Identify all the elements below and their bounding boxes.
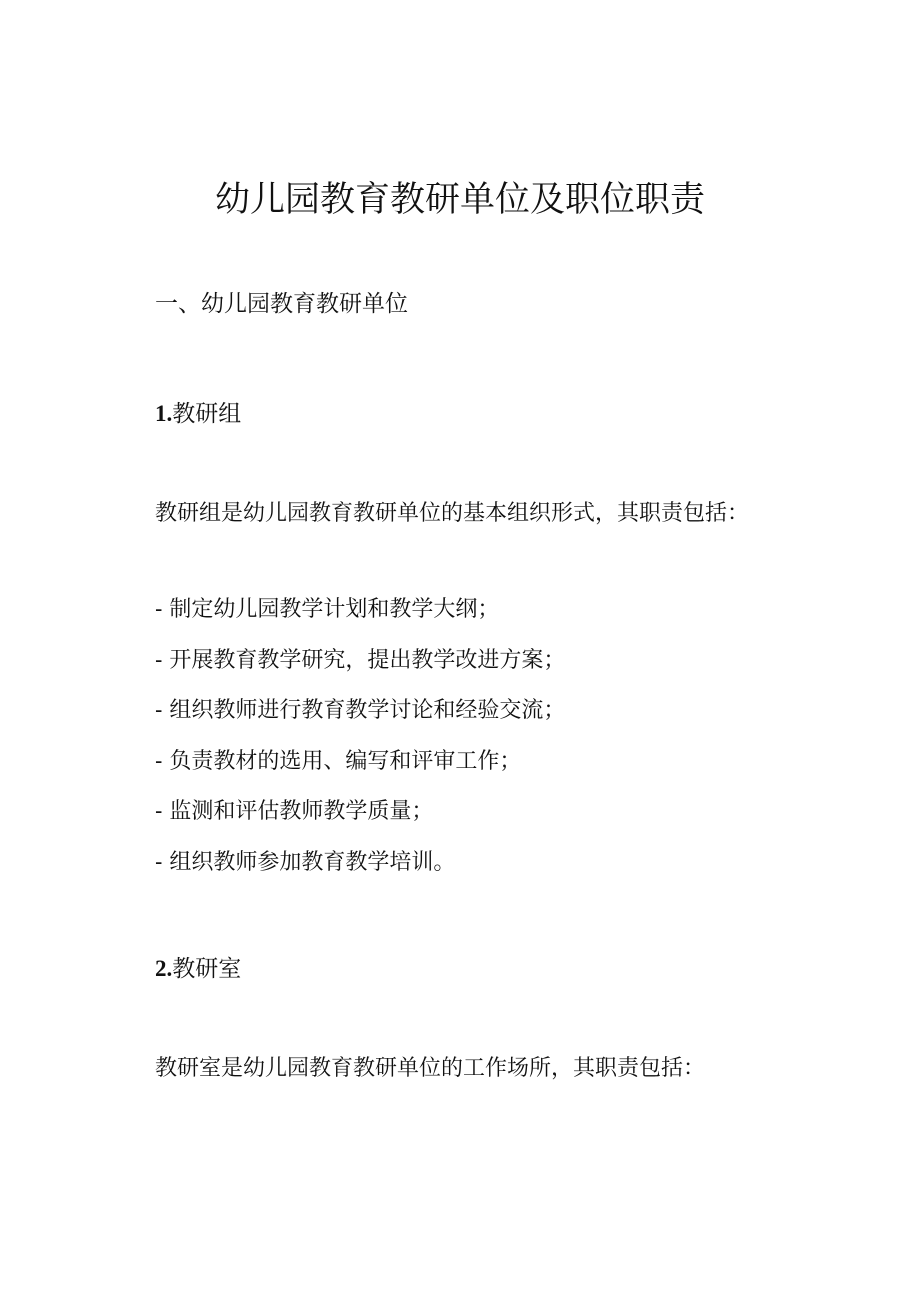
duty-item: - 开展教育教学研究，提出教学改进方案；	[155, 647, 566, 673]
duty-item: - 制定幼儿园教学计划和教学大纲；	[155, 597, 500, 622]
duty-item: - 负责教材的选用、编写和评审工作；	[155, 748, 522, 774]
subsection-title: 教研室	[172, 956, 242, 982]
section-heading: 一、幼儿园教育教研单位	[155, 291, 408, 317]
teaching-group-intro: 教研组是幼儿园教育教研单位的基本组织形式，其职责包括：	[155, 501, 750, 526]
document-title: 幼儿园教育教研单位及职位职责	[214, 180, 705, 220]
subsection-heading-teaching-office	[155, 953, 241, 985]
subsection-title: 教研组	[172, 401, 242, 427]
subsection-number: 2.	[155, 956, 173, 981]
teaching-group-duties-list	[155, 594, 565, 898]
subsection-number: 1.	[155, 401, 173, 426]
duty-item: - 监测和评估教师教学质量；	[155, 799, 434, 825]
subsection-heading-teaching-group	[155, 398, 241, 430]
duty-item: - 组织教师进行教育教学讨论和经验交流；	[155, 698, 566, 724]
duty-item: - 组织教师参加教育教学培训。	[155, 849, 456, 875]
teaching-office-intro: 教研室是幼儿园教育教研单位的工作场所，其职责包括：	[155, 1056, 706, 1081]
